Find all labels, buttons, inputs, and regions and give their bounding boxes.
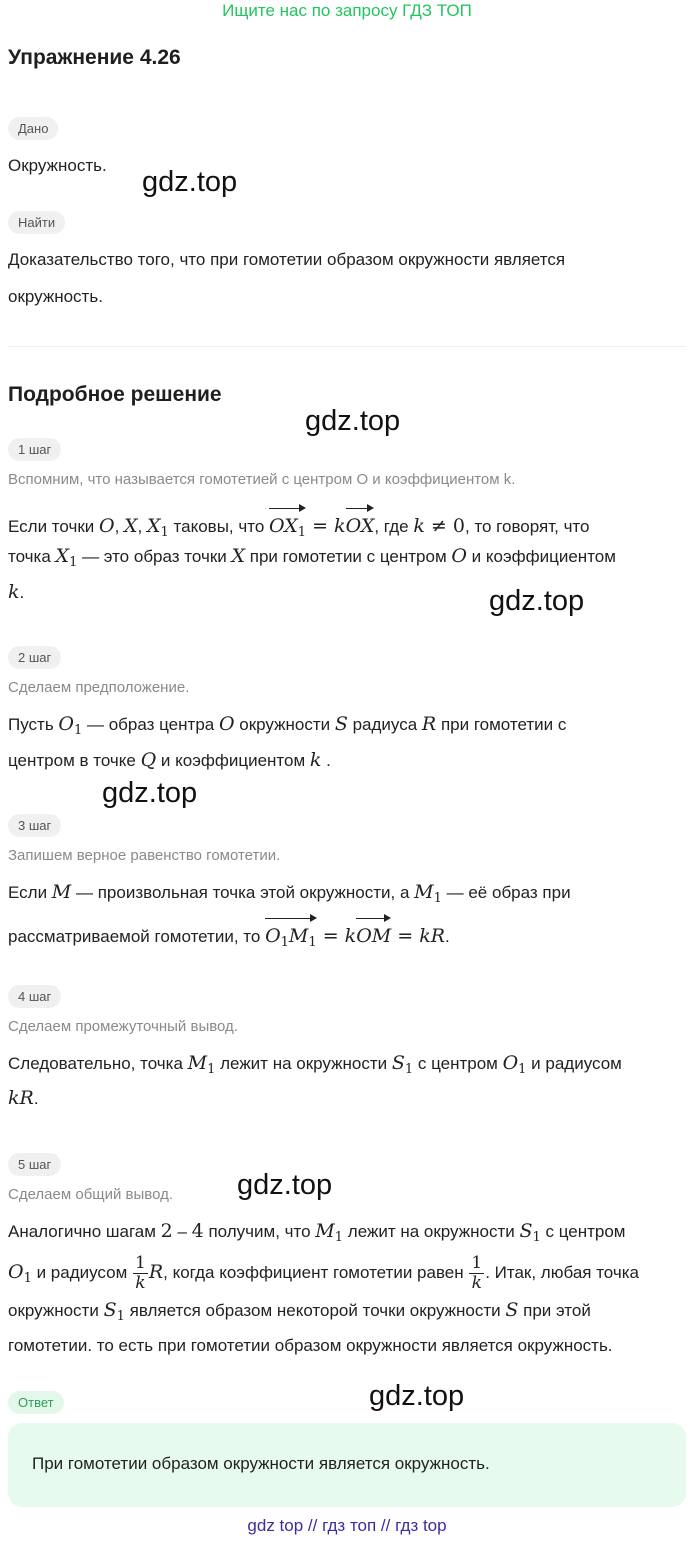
step-1-line-3: k. [8, 581, 25, 603]
find-label: Найти [8, 211, 65, 234]
given-label: Дано [8, 117, 58, 140]
footer-links[interactable]: gdz top // гдз топ // гдз top [247, 1516, 447, 1535]
find-text-line-2: окружность. [8, 287, 103, 306]
watermark-6: gdz.top [369, 1380, 465, 1412]
step-3-line-2: рассматриваемой гомотетии, то $O_1M_1$ = kOM = kR. [8, 912, 450, 957]
step-2-line-2: центром в точке Q и коэффициентом k . [8, 749, 331, 771]
step-4-line-1: Следовательно, точка $M_1$ лежит на окружности $S_1$ с центром $O_1$ и радиусом [8, 1052, 622, 1077]
find-text-line-1: Доказательство того, что при гомотетии образом окружности является [8, 250, 566, 269]
step-2-hint: Сделаем предположение. [8, 679, 190, 696]
step-5-line-3: окружности $S_1$ является образом некоторой точки окружности S при этой [8, 1299, 591, 1324]
step-3-line-1: Если M — произвольная точка этой окружности, а $M_1$ — её образ при [8, 881, 571, 906]
watermark-3: gdz.top [489, 585, 585, 617]
step-1-hint: Вспомним, что называется гомотетией с центром O и коэффициентом k. [8, 471, 516, 488]
step-5-line-4: гомотетии. то есть при гомотетии образом окружности является окружность. [8, 1336, 613, 1355]
search-banner[interactable]: Ищите нас по запросу ГДЗ ТОП [222, 1, 472, 20]
page-title: Упражнение 4.26 [8, 46, 181, 69]
step-4-label: 4 шаг [8, 985, 61, 1008]
section-divider [8, 346, 686, 347]
step-5-hint: Сделаем общий вывод. [8, 1186, 174, 1203]
step-2-line-1: Пусть $O_1$ — образ центра O окружности S радиуса R при гомотетии с [8, 713, 567, 738]
answer-text: При гомотетии образом окружности является окружность. [32, 1454, 490, 1473]
step-4-hint: Сделаем промежуточный вывод. [8, 1018, 238, 1035]
watermark-1: gdz.top [142, 166, 238, 198]
watermark-2: gdz.top [305, 405, 401, 437]
step-1-line-1: Если точки O, X, $X_1$ таковы, что $OX_1$ = kOX, где k ≠ 0, то говорят, что [8, 502, 589, 547]
answer-label: Ответ [8, 1391, 64, 1414]
step-5-label: 5 шаг [8, 1153, 61, 1176]
step-4-line-2: kR. [8, 1087, 39, 1109]
given-text: Окружность. [8, 156, 107, 175]
watermark-5: gdz.top [237, 1169, 333, 1201]
step-5-line-1: Аналогично шагам 2 – 4 получим, что $M_1$ лежит на окружности $S_1$ с центром [8, 1220, 626, 1245]
step-3-label: 3 шаг [8, 814, 61, 837]
step-1-label: 1 шаг [8, 438, 61, 461]
step-5-line-2: $O_1$ и радиусом $\frac{1}{k}$ R, когда коэффициент гомотетии равен $\frac{1}{k}$ . Итак, любая точка [8, 1253, 639, 1294]
solution-title: Подробное решение [8, 383, 222, 406]
step-3-hint: Запишем верное равенство гомотетии. [8, 847, 281, 864]
step-2-label: 2 шаг [8, 646, 61, 669]
step-1-line-2: точка $X_1$ — это образ точки X при гомотетии с центром O и коэффициентом [8, 545, 616, 570]
watermark-4: gdz.top [102, 777, 198, 809]
